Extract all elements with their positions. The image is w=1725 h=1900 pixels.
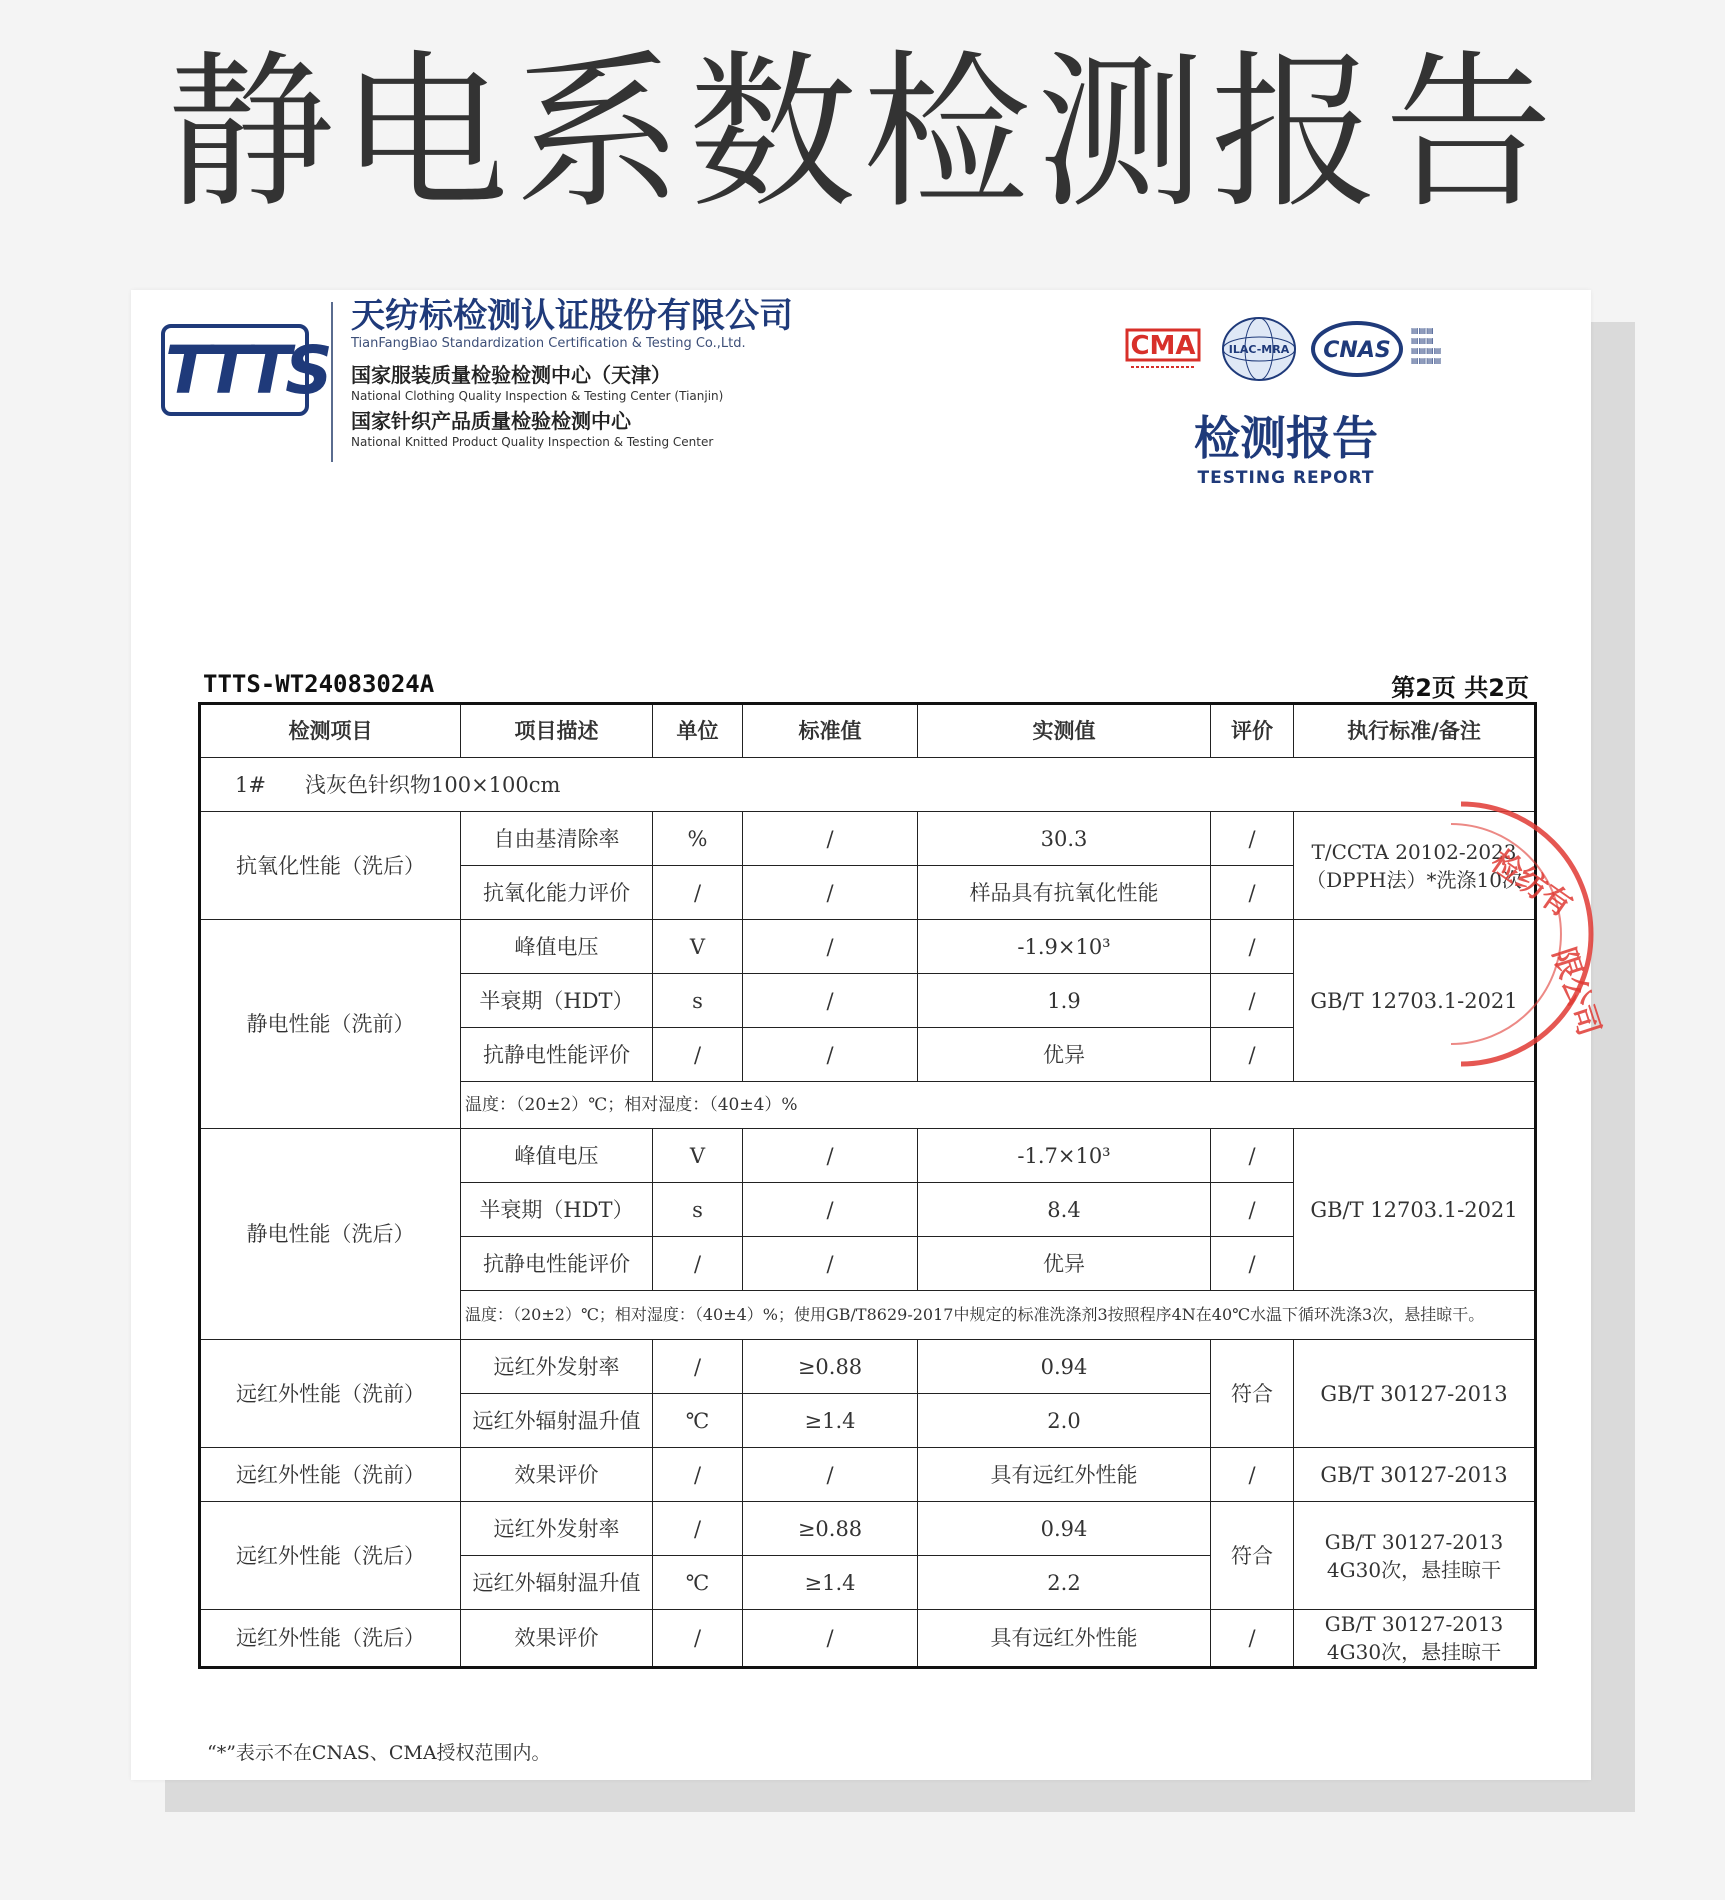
value-cell: 30.3 [918,812,1211,866]
header-desc: 项目描述 [461,704,653,758]
desc-cell: 远红外发射率 [461,1340,653,1394]
header-divider [331,302,333,462]
std-cell: / [743,1129,918,1183]
std-cell: ≥1.4 [743,1394,918,1448]
unit-cell: / [653,1028,743,1082]
sample-cell [200,758,1536,812]
table-row [200,1502,1536,1556]
std-cell: / [743,1028,918,1082]
value-cell: 2.2 [918,1556,1211,1610]
desc-cell: 抗静电性能评价 [461,1028,653,1082]
unit-cell: / [653,866,743,920]
org-block [351,296,793,450]
value-cell: 具有远红外性能 [918,1448,1211,1502]
eval-cell: / [1211,920,1294,974]
header-value: 实测值 [918,704,1211,758]
std-cell: / [743,1237,918,1291]
header-standard: 执行标准/备注 [1294,704,1536,758]
condition-cell: 温度：（20±2）℃；相对湿度：（40±4）% [461,1082,1536,1129]
item-cell: 远红外性能（洗后） [200,1610,461,1668]
std-cell: ≥0.88 [743,1340,918,1394]
std-cell: ≥1.4 [743,1556,918,1610]
center2-en: National Knitted Product Quality Inspection & Testing Center [351,435,714,449]
desc-cell: 效果评价 [461,1448,653,1502]
unit-cell: / [653,1502,743,1556]
svg-text:检纺有: 检纺有 [1484,843,1579,925]
ttts-logo [161,324,327,416]
table-header-row [200,704,1536,758]
item-cell: 远红外性能（洗后） [200,1502,461,1610]
page-title: 静电系数检测报告 [166,35,1559,231]
unit-cell: / [653,1448,743,1502]
eval-cell: / [1211,1028,1294,1082]
value-cell: 0.94 [918,1502,1211,1556]
sample-desc: 浅灰色针织物100×100cm [305,772,561,797]
report-title-cn: 检测报告 [1194,411,1378,465]
footnote: “*”表示不在CNAS、CMA授权范围内。 [207,1742,551,1764]
unit-cell: / [653,1237,743,1291]
item-cell: 远红外性能（洗前） [200,1340,461,1448]
desc-cell: 峰值电压 [461,920,653,974]
std-cell: ≥0.88 [743,1502,918,1556]
std-cell: / [743,1610,918,1668]
desc-cell: 抗氧化能力评价 [461,866,653,920]
unit-cell: V [653,920,743,974]
unit-cell: / [653,1340,743,1394]
cma-text: CMA [1130,331,1196,361]
value-cell: -1.9×10³ [918,920,1211,974]
value-cell: 0.94 [918,1340,1211,1394]
std-cell: / [743,812,918,866]
cma-mark-icon [1121,322,1205,372]
eval-cell: 符合 [1211,1340,1294,1448]
desc-cell: 半衰期（HDT） [461,974,653,1028]
org-name-en: TianFangBiao Standardization Certification & Testing Co.,Ltd. [351,336,746,351]
table-row [200,1610,1536,1668]
header-unit: 单位 [653,704,743,758]
cnas-mark-icon [1311,320,1403,378]
svg-text:限公司: 限公司 [1545,943,1607,1041]
value-cell: 具有远红外性能 [918,1610,1211,1668]
unit-cell: ℃ [653,1556,743,1610]
header-item: 检测项目 [200,704,461,758]
item-cell: 远红外性能（洗前） [200,1448,461,1502]
unit-cell: % [653,812,743,866]
item-cell: 抗氧化性能（洗后） [200,812,461,920]
table-row [200,1448,1536,1502]
table-row [200,1340,1536,1394]
desc-cell: 远红外辐射温升值 [461,1556,653,1610]
sample-row [200,758,1536,812]
desc-cell: 峰值电压 [461,1129,653,1183]
eval-cell: / [1211,866,1294,920]
desc-cell: 远红外发射率 [461,1502,653,1556]
std-cell: / [743,1183,918,1237]
standard-cell: GB/T 12703.1-2021 [1294,1129,1536,1291]
org-name: 天纺标检测认证股份有限公司 [351,296,793,336]
report-sheet [131,290,1607,1780]
standard-cell: GB/T 30127-2013 [1294,1340,1536,1448]
eval-cell: 符合 [1211,1502,1294,1610]
standard-cell: GB/T 30127-2013 4G30次，悬挂晾干 [1294,1502,1536,1610]
eval-cell: / [1211,1129,1294,1183]
eval-cell: / [1211,1610,1294,1668]
standard-cell: GB/T 30127-2013 4G30次，悬挂晾干 [1294,1610,1536,1668]
value-cell: 8.4 [918,1183,1211,1237]
eval-cell: / [1211,1183,1294,1237]
center1-en: National Clothing Quality Inspection & Testing Center (Tianjin) [351,389,724,403]
desc-cell: 远红外辐射温升值 [461,1394,653,1448]
desc-cell: 抗静电性能评价 [461,1237,653,1291]
desc-cell: 自由基清除率 [461,812,653,866]
item-cell: 静电性能（洗后） [200,1129,461,1340]
results-table [198,702,1537,1669]
center1-cn: 国家服装质量检验检测中心（天津） [351,363,671,387]
item-cell: 静电性能（洗前） [200,920,461,1129]
center2-cn: 国家针织产品质量检验检测中心 [351,409,631,433]
ilac-text: ILAC-MRA [1228,343,1290,356]
eval-cell: / [1211,1237,1294,1291]
value-cell: 2.0 [918,1394,1211,1448]
report-title-en: TESTING REPORT [1197,468,1375,488]
value-cell: 优异 [918,1028,1211,1082]
standard-cell: T/CCTA 20102-2023（DPPH法）*洗涤10次 [1294,812,1536,920]
cnas-text: CNAS [1323,338,1391,363]
unit-cell: / [653,1610,743,1668]
ilac-mra-icon [1221,316,1297,382]
value-cell: 1.9 [918,974,1211,1028]
header-std: 标准值 [743,704,918,758]
table-row [200,812,1536,866]
value-cell: 样品具有抗氧化性能 [918,866,1211,920]
std-cell: / [743,920,918,974]
cert-marks [1121,316,1501,386]
table-row [200,920,1536,974]
standard-cell: GB/T 12703.1-2021 [1294,920,1536,1082]
unit-cell: s [653,1183,743,1237]
std-cell: / [743,974,918,1028]
unit-cell: ℃ [653,1394,743,1448]
eval-cell: / [1211,974,1294,1028]
value-cell: -1.7×10³ [918,1129,1211,1183]
std-cell: / [743,866,918,920]
report-number: TTTS-WT24083024A [203,670,435,698]
desc-cell: 半衰期（HDT） [461,1183,653,1237]
eval-cell: / [1211,1448,1294,1502]
logo-text: TTTS [165,332,327,409]
condition-cell: 温度：（20±2）℃；相对湿度：（40±4）%；使用GB/T8629-2017中规定的标准洗涤剂3按照程序4N在40℃水温下循环洗涤3次，悬挂晾干。 [461,1291,1536,1340]
eval-cell: / [1211,812,1294,866]
table-row [200,1129,1536,1183]
unit-cell: s [653,974,743,1028]
sample-no: 1# [235,772,266,797]
cnas-accreditation-text: ▤▤▤ ▤▤▤ ▤▤▤▤ ▤▤▤▤ [1411,326,1442,365]
std-cell: / [743,1448,918,1502]
page-info: 第2页 共2页 [1391,674,1529,702]
unit-cell: V [653,1129,743,1183]
value-cell: 优异 [918,1237,1211,1291]
desc-cell: 效果评价 [461,1610,653,1668]
standard-cell: GB/T 30127-2013 [1294,1448,1536,1502]
header-eval: 评价 [1211,704,1294,758]
